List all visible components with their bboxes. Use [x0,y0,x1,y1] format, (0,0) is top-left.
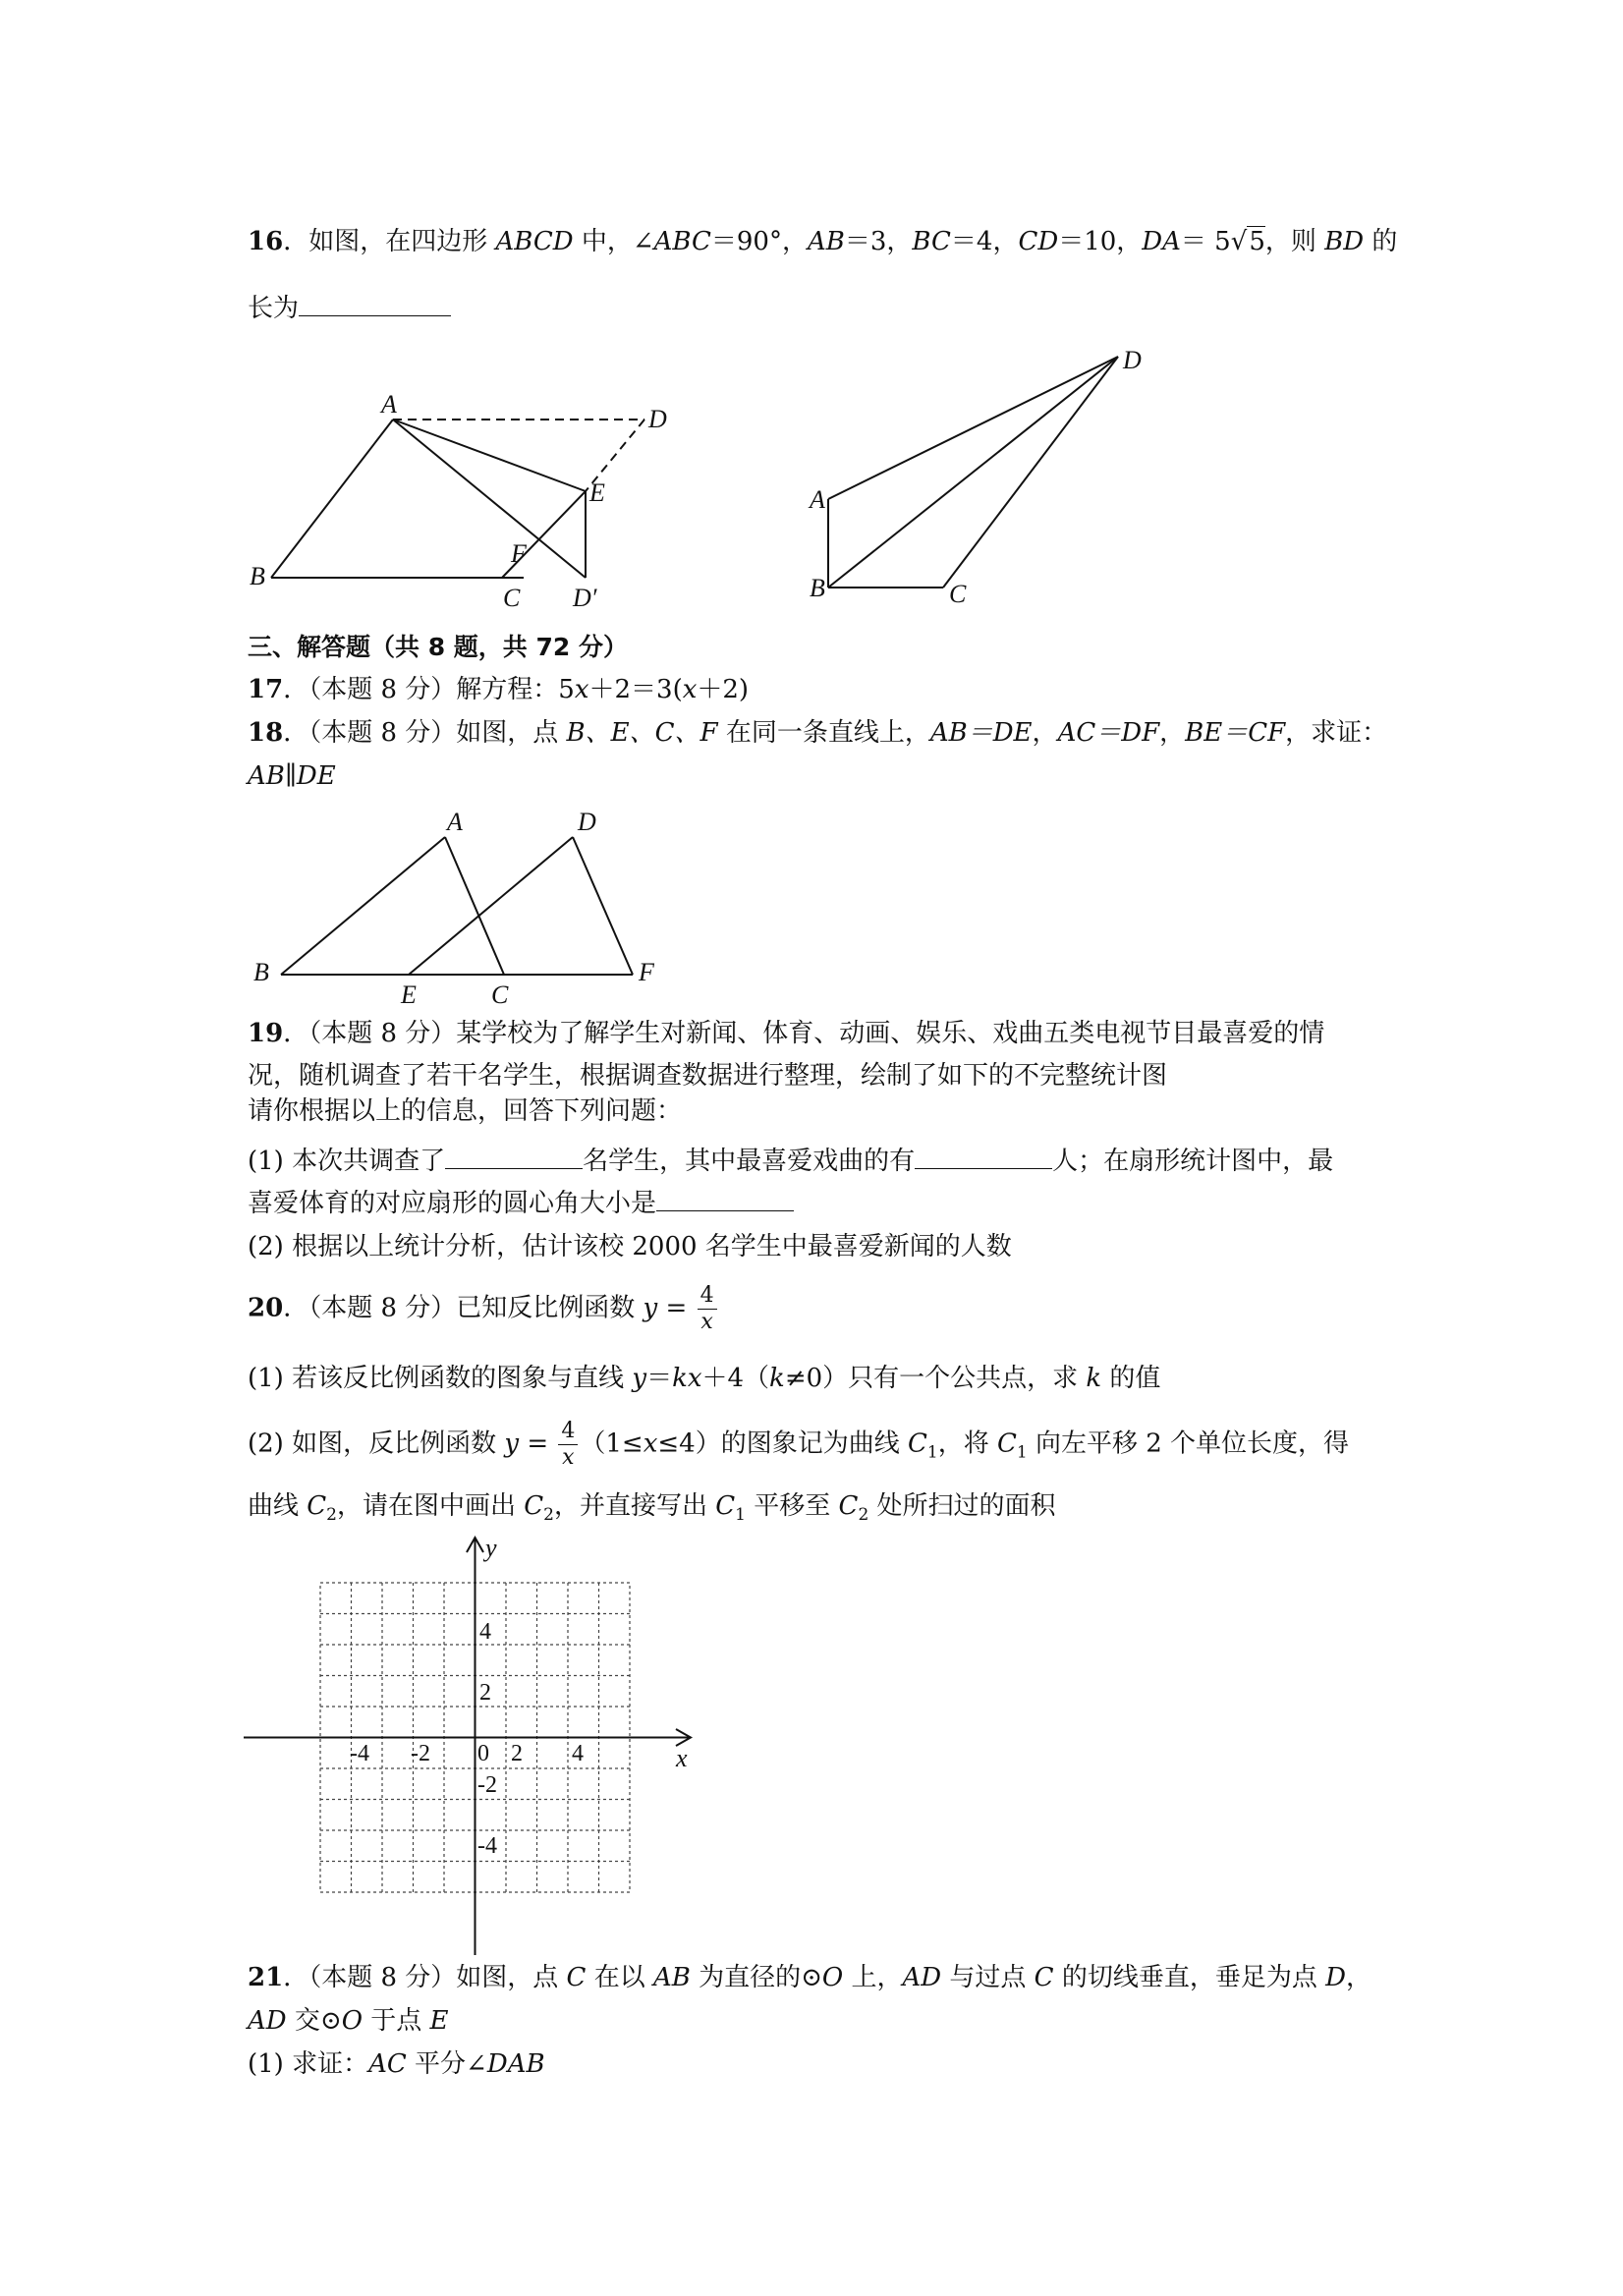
tick-x-2: 2 [511,1741,523,1766]
x-axis-label: x [676,1744,688,1772]
q17-number: 17 [248,675,284,704]
q20-part1: (1) 若该反比例函数的图象与直线 y＝kx＋4（k≠0）只有一个公共点，求 k 的值 [248,1364,1161,1393]
label-F: F [511,539,527,568]
q21-number: 21 [248,1963,284,1992]
label-C: C [491,980,509,1009]
tick-y--4: -4 [477,1833,497,1859]
q18-number: 18 [248,718,284,748]
label-D: D [648,405,667,433]
q18-figure [244,801,676,1012]
q16-figure-right [794,339,1167,614]
q17-line1: 17．（本题 8 分）解方程：5x＋2＝3(x＋2) [248,675,750,704]
section-3-heading: 三、解答题（共 8 题，共 72 分） [248,633,629,661]
q19-part1: (1) 本次共调查了 名学生，其中最喜爱戏曲的有 人；在扇形统计图中，最 [248,1147,1334,1176]
label-Dprime: D′ [573,584,597,612]
tick-y--2: -2 [477,1772,497,1798]
tick-x-4: 4 [572,1741,584,1766]
label-A: A [810,485,825,514]
answer-blank[interactable] [299,292,451,316]
q19-part1-cont: 喜爱体育的对应扇形的圆心角大小是 [248,1186,794,1221]
fraction: $\frac{4}{x}$ [558,1419,578,1471]
label-A: A [447,808,463,836]
tick-y-2: 2 [479,1680,491,1706]
q16-number: 16 [248,227,284,256]
q19-line3: 请你根据以上的信息，回答下列问题： [248,1096,683,1126]
label-A: A [381,390,397,419]
q16-line1: 16．如图，在四边形 ABCD 中，∠ABC＝90°，AB＝3，BC＝4，CD＝10，DA＝ 5√5，则 BD 的 [248,227,1398,256]
q21-line2: AD 交⊙O 于点 E [248,2006,449,2036]
label-B: B [810,574,825,602]
label-B: B [250,562,265,590]
q21-part1: (1) 求证：AC 平分∠DAB [248,2049,545,2079]
q20-coordinate-grid[interactable] [244,1533,705,1955]
tick-x--2: -2 [411,1741,430,1766]
tick-x--4: -4 [350,1741,369,1766]
q19-line2: 况，随机调查了若干名学生，根据调查数据进行整理，绘制了如下的不完整统计图 [248,1061,1168,1091]
q20-part2: (2) 如图，反比例函数 y = $\frac{4}{x}$ （1≤x≤4）的图象记为曲线 $C_1$，将 $C_1$ 向左平移 2 个单位长度，得 [248,1419,1350,1470]
label-F: F [639,958,654,986]
q20-line1: 20．（本题 8 分）已知反比例函数 y = $\frac{4}{x}$ [248,1283,719,1335]
q18-line1: 18．（本题 8 分）如图，点 B、E、C、F 在同一条直线上，AB＝DE，AC＝DF，BE＝CF，求证： [248,718,1388,748]
q21-line1: 21．（本题 8 分）如图，点 C 在以 AB 为直径的⊙O 上，AD 与过点 C 的切线垂直，垂足为点 D， [248,1963,1371,1992]
label-E: E [589,478,605,507]
label-C: C [503,584,521,612]
q18-line2: AB∥DE [248,761,336,791]
q16-line2: 长为 [248,291,451,326]
sqrt-radicand: 5 [1249,227,1265,256]
answer-blank-total[interactable] [445,1145,583,1169]
q19-line1: 19．（本题 8 分）某学校为了解学生对新闻、体育、动画、娱乐、戏曲五类电视节目最喜爱的情 [248,1019,1325,1048]
label-C: C [949,580,967,608]
label-E: E [401,980,417,1009]
q19-number: 19 [248,1019,284,1048]
label-D: D [1123,346,1142,374]
label-D: D [578,808,596,836]
y-axis-label: y [485,1534,497,1562]
q20-number: 20 [248,1293,284,1323]
answer-blank-opera[interactable] [915,1145,1052,1169]
answer-blank-angle[interactable] [656,1187,794,1211]
q19-part2: (2) 根据以上统计分析，估计该校 2000 名学生中最喜爱新闻的人数 [248,1232,1012,1261]
tick-y-4: 4 [479,1619,491,1645]
label-B: B [253,958,269,986]
q16-figure-left [244,388,686,619]
fraction: $\frac{4}{x}$ [698,1283,717,1335]
tick-origin: 0 [477,1741,489,1766]
q20-part2-cont: 曲线 $C_2$，请在图中画出 $C_2$，并直接写出 $C_1$ 平移至 $C_2$ 处所扫过的面积 [248,1491,1056,1526]
